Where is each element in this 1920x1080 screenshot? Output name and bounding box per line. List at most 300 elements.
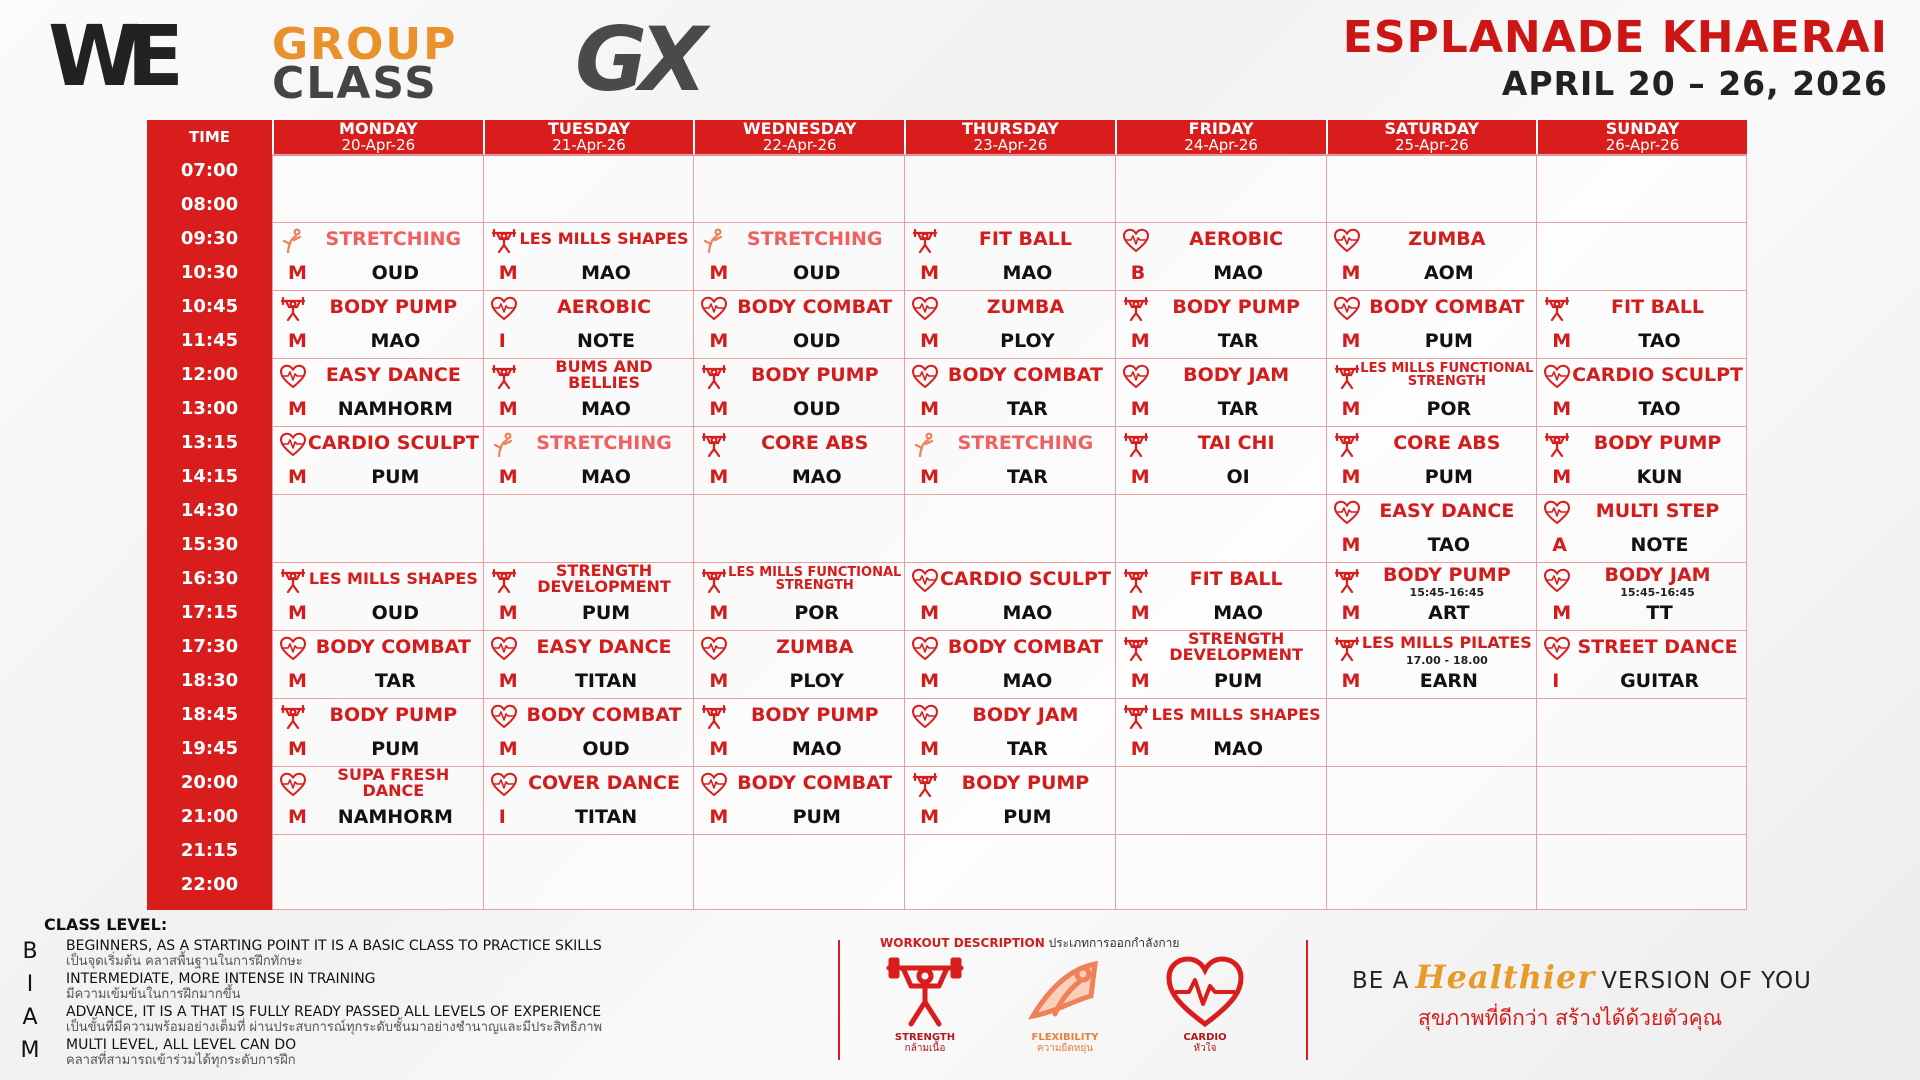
- class-name: BODY JAM: [1604, 563, 1711, 586]
- class-cell[interactable]: [1115, 562, 1326, 630]
- instructor-name: TAO: [1427, 534, 1471, 556]
- class-name: LES MILLS SHAPES: [308, 569, 478, 588]
- class-cell[interactable]: [904, 290, 1115, 358]
- day-name: SUNDAY: [1605, 119, 1680, 138]
- time-label: 10:45: [180, 296, 239, 317]
- class-cell[interactable]: [904, 358, 1115, 426]
- class-name: BODY COMBAT: [1369, 295, 1525, 318]
- instructor-name: MAO: [581, 262, 631, 284]
- class-level-description-th: เป็นจุดเริ่มต้น คลาสพื้นฐานในการฝึกทักษะ: [66, 954, 303, 969]
- class-level: M: [709, 330, 729, 352]
- instructor-name: MAO: [791, 738, 842, 760]
- class-level: M: [1552, 330, 1572, 352]
- class-cell[interactable]: [1536, 630, 1747, 698]
- cardio-icon: [1334, 500, 1360, 526]
- class-name: STRETCHING: [957, 431, 1094, 454]
- class-level: M: [920, 398, 940, 420]
- class-cell[interactable]: [1326, 426, 1537, 494]
- class-name: STRENGTH DEVELOPMENT: [1169, 629, 1303, 664]
- class-name: AEROBIC: [557, 295, 652, 318]
- class-name: COVER DANCE: [528, 771, 680, 794]
- class-cell[interactable]: [693, 358, 904, 426]
- class-name: CARDIO SCULPT: [307, 431, 479, 454]
- class-level-code: M: [20, 1038, 40, 1063]
- tagline-english: BE A Healthier VERSION OF YOU: [1352, 958, 1812, 996]
- class-name: TAI CHI: [1197, 431, 1275, 454]
- class-level: M: [709, 806, 729, 828]
- instructor-name: NAMHORM: [337, 806, 453, 828]
- class-level: M: [498, 398, 518, 420]
- class-level: M: [1341, 262, 1361, 284]
- class-level: M: [920, 738, 940, 760]
- instructor-name: MAO: [791, 466, 842, 488]
- cardio-icon: [1334, 228, 1360, 254]
- class-cell[interactable]: [1115, 426, 1326, 494]
- class-name: BODY PUMP: [750, 363, 879, 386]
- class-name: FIT BALL: [978, 227, 1072, 250]
- day-date: 25-Apr-26: [1395, 136, 1469, 154]
- class-level: A: [1552, 534, 1567, 556]
- instructor-name: TAO: [1638, 398, 1681, 420]
- cardio-icon: [912, 296, 938, 322]
- day-name: WEDNESDAY: [743, 119, 857, 138]
- day-header-tuesday: [483, 120, 694, 154]
- class-cell[interactable]: [904, 766, 1115, 834]
- class-level: M: [920, 330, 940, 352]
- tagline: [1352, 958, 1892, 1032]
- class-name: ZUMBA: [986, 295, 1065, 318]
- day-header-thursday: [904, 120, 1115, 154]
- strength-icon: [701, 704, 727, 730]
- class-cell[interactable]: [1326, 222, 1537, 290]
- class-cell[interactable]: [1326, 290, 1537, 358]
- class-cell[interactable]: [483, 766, 694, 834]
- class-level: M: [1341, 466, 1361, 488]
- class-name: BODY COMBAT: [947, 635, 1103, 658]
- class-level-description-en: MULTI LEVEL, ALL LEVEL CAN DO: [66, 1037, 297, 1053]
- class-level-description-en: BEGINNERS, AS A STARTING POINT IT IS A BASIC CLASS TO PRACTICE SKILLS: [66, 938, 602, 954]
- cardio-icon: [491, 772, 517, 798]
- class-level: M: [920, 466, 940, 488]
- class-cell[interactable]: [1115, 630, 1326, 698]
- class-cell[interactable]: [693, 290, 904, 358]
- instructor-name: MAO: [581, 466, 631, 488]
- strength-icon: [1544, 432, 1570, 458]
- class-name: ZUMBA: [1408, 227, 1486, 250]
- cardio-icon: [912, 568, 938, 594]
- instructor-name: POR: [794, 602, 840, 624]
- class-level: M: [1130, 330, 1150, 352]
- time-label: 18:30: [180, 670, 239, 691]
- instructor-name: TT: [1646, 602, 1673, 624]
- class-cell[interactable]: [272, 290, 483, 358]
- class-name: EASY DANCE: [325, 363, 461, 386]
- class-name: LES MILLS PILATES: [1361, 633, 1532, 652]
- time-label: 19:45: [180, 738, 239, 759]
- class-level: M: [288, 398, 307, 420]
- class-level: M: [920, 806, 940, 828]
- strength-icon: [1123, 636, 1149, 662]
- class-level: M: [498, 466, 518, 488]
- time-label: 14:30: [180, 500, 239, 521]
- class-level-description-th: เป็นขั้นที่มีความพร้อมอย่างเต็มที่ ผ่านประสบการณ์ทุกระดับชั้นมาอย่างชำนาญและมีประสิทธิภาพ: [66, 1020, 603, 1035]
- class-name: BODY PUMP: [329, 295, 458, 318]
- cardio-icon: [1544, 364, 1570, 390]
- time-label: 22:00: [180, 874, 239, 895]
- class-level: M: [920, 602, 940, 624]
- time-column: [147, 154, 272, 910]
- class-cell[interactable]: [272, 766, 483, 834]
- class-cell[interactable]: [904, 562, 1115, 630]
- class-level: I: [1552, 670, 1560, 692]
- instructor-name: PUM: [792, 806, 841, 828]
- class-level-item: [18, 1037, 838, 1071]
- class-name: BUMS AND BELLIES: [555, 357, 653, 392]
- class-name: LES MILLS FUNCTIONAL STRENGTH: [1360, 361, 1534, 389]
- day-header-sunday: [1536, 120, 1747, 154]
- class-name: FIT BALL: [1611, 295, 1705, 318]
- workout-type-strength: [870, 956, 980, 1066]
- class-cell[interactable]: [1536, 358, 1747, 426]
- class-level: M: [288, 806, 307, 828]
- class-name: BODY JAM: [1183, 363, 1290, 386]
- strength-icon: [491, 568, 517, 594]
- strength-icon: [280, 568, 306, 594]
- instructor-name: MAO: [581, 398, 631, 420]
- class-cell[interactable]: [1115, 698, 1326, 766]
- footer-divider-right: [1306, 940, 1308, 1060]
- workout-type-label-th: หัวใจ: [1193, 1043, 1217, 1054]
- cardio-icon: [491, 704, 517, 730]
- instructor-name: OUD: [793, 398, 841, 420]
- strength-icon: [1334, 432, 1360, 458]
- instructor-name: PUM: [581, 602, 631, 624]
- workout-type-label-th: ความยืดหยุ่น: [1036, 1043, 1094, 1054]
- class-level: M: [709, 602, 729, 624]
- workout-description-title: WORKOUT DESCRIPTION ประเภทการออกกำลังกาย: [880, 936, 1180, 950]
- time-label: 15:30: [180, 534, 239, 555]
- class-cell[interactable]: [693, 766, 904, 834]
- class-cell[interactable]: [272, 698, 483, 766]
- brand-logo: [40, 7, 740, 111]
- class-cell[interactable]: [693, 630, 904, 698]
- class-cell[interactable]: [272, 222, 483, 290]
- tagline-thai: สุขภาพที่ดีกว่า สร้างได้ด้วยตัวคุณ: [1418, 1006, 1723, 1030]
- strength-icon: [701, 364, 727, 390]
- class-level: M: [1130, 738, 1150, 760]
- strength-icon: [1123, 296, 1149, 322]
- day-header-wednesday: [693, 120, 904, 154]
- class-cell[interactable]: [904, 222, 1115, 290]
- class-name: CARDIO SCULPT: [1572, 363, 1743, 386]
- class-cell[interactable]: [904, 698, 1115, 766]
- class-level: M: [1341, 534, 1361, 556]
- cardio-icon: [491, 296, 517, 322]
- strength-icon: [912, 228, 938, 254]
- class-level-description-th: มีความเข้มข้นในการฝึกมากขึ้น: [66, 987, 241, 1002]
- flexibility-icon: [701, 228, 727, 254]
- class-name: BODY PUMP: [329, 703, 458, 726]
- class-name: STRENGTH DEVELOPMENT: [537, 561, 671, 596]
- class-cell[interactable]: [1115, 358, 1326, 426]
- strength-icon: [701, 432, 727, 458]
- class-cell[interactable]: [693, 426, 904, 494]
- class-level: M: [1552, 602, 1572, 624]
- time-label: 20:00: [180, 772, 239, 793]
- time-label: 09:30: [180, 228, 239, 249]
- instructor-name: NOTE: [577, 330, 636, 352]
- class-cell[interactable]: [904, 426, 1115, 494]
- class-level-item: [18, 971, 838, 1005]
- class-level-code: I: [26, 972, 34, 997]
- flexibility-icon: [491, 432, 517, 458]
- cardio-icon: [280, 772, 306, 798]
- strength-icon: [280, 296, 306, 322]
- strength-icon: [491, 364, 517, 390]
- class-level: M: [288, 262, 307, 284]
- class-cell[interactable]: [904, 630, 1115, 698]
- instructor-name: POR: [1426, 398, 1472, 420]
- class-name: CORE ABS: [761, 431, 869, 454]
- class-name: ZUMBA: [776, 635, 854, 658]
- class-name: LES MILLS SHAPES: [1151, 705, 1321, 724]
- class-cell[interactable]: [483, 290, 694, 358]
- grid-row-divider: [272, 834, 1747, 835]
- instructor-name: TAR: [1007, 738, 1048, 760]
- class-name: LES MILLS FUNCTIONAL STRENGTH: [728, 565, 902, 593]
- instructor-name: MAO: [1213, 738, 1264, 760]
- time-label: 07:00: [180, 160, 239, 181]
- instructor-name: TAR: [374, 670, 416, 692]
- time-label: 13:15: [180, 432, 239, 453]
- day-header-monday: [272, 120, 483, 154]
- instructor-name: TAR: [1217, 398, 1259, 420]
- day-name: FRIDAY: [1188, 119, 1254, 138]
- instructor-name: OUD: [793, 262, 841, 284]
- time-label: 21:00: [180, 806, 239, 827]
- class-name: STRETCHING: [325, 227, 462, 250]
- class-name: FIT BALL: [1189, 567, 1283, 590]
- strength-icon: [1544, 296, 1570, 322]
- logo-group-text: GROUP: [272, 19, 458, 70]
- strength-icon: [701, 568, 727, 594]
- class-level: M: [1130, 398, 1150, 420]
- class-cell[interactable]: [1326, 358, 1537, 426]
- instructor-name: MAO: [1213, 262, 1264, 284]
- strength-icon: [1334, 636, 1360, 662]
- class-name: BODY COMBAT: [526, 703, 682, 726]
- class-level: M: [498, 670, 518, 692]
- class-level: M: [1341, 602, 1361, 624]
- flexibility-icon: [280, 228, 306, 254]
- class-level-code: B: [22, 939, 38, 964]
- class-level: M: [709, 466, 729, 488]
- class-level: M: [1341, 670, 1361, 692]
- class-cell[interactable]: [483, 630, 694, 698]
- workout-type-label: STRENGTH: [894, 1032, 956, 1043]
- cardio-icon: [1150, 956, 1260, 1028]
- class-level: M: [1130, 602, 1150, 624]
- instructor-name: MAO: [1002, 602, 1053, 624]
- class-cell[interactable]: [1536, 426, 1747, 494]
- instructor-name: MAO: [1213, 602, 1264, 624]
- strength-icon: [280, 704, 306, 730]
- class-name: BODY JAM: [972, 703, 1079, 726]
- class-level: M: [288, 602, 307, 624]
- class-level: I: [498, 330, 506, 352]
- class-cell[interactable]: [1326, 494, 1537, 562]
- instructor-name: TAR: [1217, 330, 1259, 352]
- instructor-name: TAR: [1007, 466, 1048, 488]
- instructor-name: NOTE: [1630, 534, 1689, 556]
- workout-type-flexibility: [1010, 956, 1120, 1066]
- class-level: M: [920, 670, 940, 692]
- class-cell[interactable]: [693, 562, 904, 630]
- class-name: BODY PUMP: [750, 703, 879, 726]
- instructor-name: OUD: [793, 330, 841, 352]
- class-cell[interactable]: [483, 426, 694, 494]
- cardio-icon: [912, 704, 938, 730]
- class-cell[interactable]: [693, 698, 904, 766]
- cardio-icon: [1544, 636, 1570, 662]
- branch-date-range: APRIL 20 – 26, 2026: [1501, 64, 1888, 103]
- workout-type-label: CARDIO: [1183, 1032, 1227, 1043]
- class-cell[interactable]: [483, 358, 694, 426]
- time-label: 17:15: [180, 602, 239, 623]
- class-time-note: 15:45-16:45: [1409, 586, 1485, 599]
- instructor-name: PUM: [1424, 330, 1473, 352]
- day-name: SATURDAY: [1384, 119, 1480, 138]
- instructor-name: OI: [1226, 466, 1250, 488]
- class-cell[interactable]: [272, 562, 483, 630]
- cardio-icon: [491, 636, 517, 662]
- instructor-name: PLOY: [1000, 330, 1055, 352]
- class-level-item: [18, 1004, 838, 1038]
- day-date: 21-Apr-26: [552, 136, 626, 154]
- class-level-description-en: INTERMEDIATE, MORE INTENSE IN TRAINING: [66, 971, 376, 987]
- time-label: 17:30: [180, 636, 239, 657]
- class-cell[interactable]: [1115, 222, 1326, 290]
- instructor-name: MAO: [370, 330, 421, 352]
- tagline-highlight: Healthier: [1415, 958, 1596, 996]
- class-cell[interactable]: [1326, 562, 1537, 630]
- instructor-name: MAO: [1002, 262, 1053, 284]
- instructor-name: OUD: [371, 602, 420, 624]
- class-level: M: [1341, 398, 1361, 420]
- logo-we: WE: [48, 7, 171, 105]
- cardio-icon: [1544, 568, 1570, 594]
- class-level: M: [1341, 330, 1361, 352]
- strength-icon: [491, 228, 517, 254]
- strength-icon: [1334, 568, 1360, 594]
- day-date: 26-Apr-26: [1605, 136, 1680, 154]
- instructor-name: TITAN: [574, 670, 638, 692]
- strength-icon: [1123, 432, 1149, 458]
- class-name: STRETCHING: [746, 227, 883, 250]
- class-level: M: [709, 738, 729, 760]
- class-level: M: [709, 262, 729, 284]
- class-cell[interactable]: [483, 562, 694, 630]
- cardio-icon: [1544, 500, 1570, 526]
- class-name: BODY PUMP: [1172, 295, 1300, 318]
- time-label: 13:00: [180, 398, 239, 419]
- class-cell[interactable]: [272, 426, 483, 494]
- strength-icon: [912, 772, 938, 798]
- class-cell[interactable]: [1326, 630, 1537, 698]
- class-level: M: [498, 738, 518, 760]
- day-date: 24-Apr-26: [1184, 136, 1258, 154]
- class-level: M: [1552, 398, 1572, 420]
- class-cell[interactable]: [483, 698, 694, 766]
- instructor-name: PUM: [1003, 806, 1052, 828]
- branch-name: ESPLANADE KHAERAI: [1342, 12, 1888, 63]
- time-label: 11:45: [180, 330, 239, 351]
- class-level: M: [288, 330, 307, 352]
- instructor-name: MAO: [1002, 670, 1053, 692]
- workout-type-cardio: [1150, 956, 1260, 1066]
- cardio-icon: [280, 636, 306, 662]
- day-name: TUESDAY: [547, 119, 631, 138]
- class-name: EASY DANCE: [1379, 499, 1515, 522]
- class-cell[interactable]: [693, 222, 904, 290]
- day-date: 20-Apr-26: [341, 136, 416, 154]
- class-name: BODY PUMP: [1383, 563, 1511, 586]
- instructor-name: ART: [1428, 602, 1470, 624]
- class-level: M: [288, 738, 307, 760]
- instructor-name: PUM: [1214, 670, 1263, 692]
- class-name: BODY COMBAT: [315, 635, 471, 658]
- cardio-icon: [1123, 228, 1149, 254]
- day-header-friday: [1115, 120, 1326, 154]
- day-date: 22-Apr-26: [762, 136, 837, 154]
- instructor-name: OUD: [371, 262, 420, 284]
- class-name: CORE ABS: [1393, 431, 1501, 454]
- class-level-title: CLASS LEVEL:: [44, 915, 168, 934]
- class-level-item: [18, 938, 838, 972]
- class-name: BODY COMBAT: [737, 295, 893, 318]
- class-level: M: [1130, 670, 1150, 692]
- instructor-name: GUITAR: [1620, 670, 1699, 692]
- class-level-description-en: ADVANCE, IT IS A THAT IS FULLY READY PASSED ALL LEVELS OF EXPERIENCE: [66, 1004, 602, 1020]
- class-cell[interactable]: [1115, 290, 1326, 358]
- class-cell[interactable]: [272, 630, 483, 698]
- cardio-icon: [280, 432, 306, 458]
- class-cell[interactable]: [1536, 562, 1747, 630]
- class-name: SUPA FRESH DANCE: [337, 765, 450, 800]
- class-level-code: A: [22, 1005, 38, 1030]
- instructor-name: TAR: [1007, 398, 1048, 420]
- strength-icon: [1334, 364, 1360, 390]
- class-time-note: 17.00 - 18.00: [1405, 654, 1488, 667]
- instructor-name: TAO: [1638, 330, 1681, 352]
- cardio-icon: [1334, 296, 1360, 322]
- class-name: BODY PUMP: [1593, 431, 1722, 454]
- branch-header: [1343, 12, 1888, 104]
- class-cell[interactable]: [1536, 290, 1747, 358]
- class-level: M: [498, 262, 518, 284]
- class-cell[interactable]: [272, 358, 483, 426]
- time-label: 16:30: [180, 568, 239, 589]
- class-level: M: [709, 670, 729, 692]
- class-cell[interactable]: [483, 222, 694, 290]
- class-name: BODY COMBAT: [737, 771, 893, 794]
- cardio-icon: [912, 636, 938, 662]
- class-level: I: [498, 806, 506, 828]
- class-cell[interactable]: [1536, 494, 1747, 562]
- cardio-icon: [280, 364, 306, 390]
- cardio-icon: [701, 296, 727, 322]
- schedule-header-row: [147, 120, 1747, 156]
